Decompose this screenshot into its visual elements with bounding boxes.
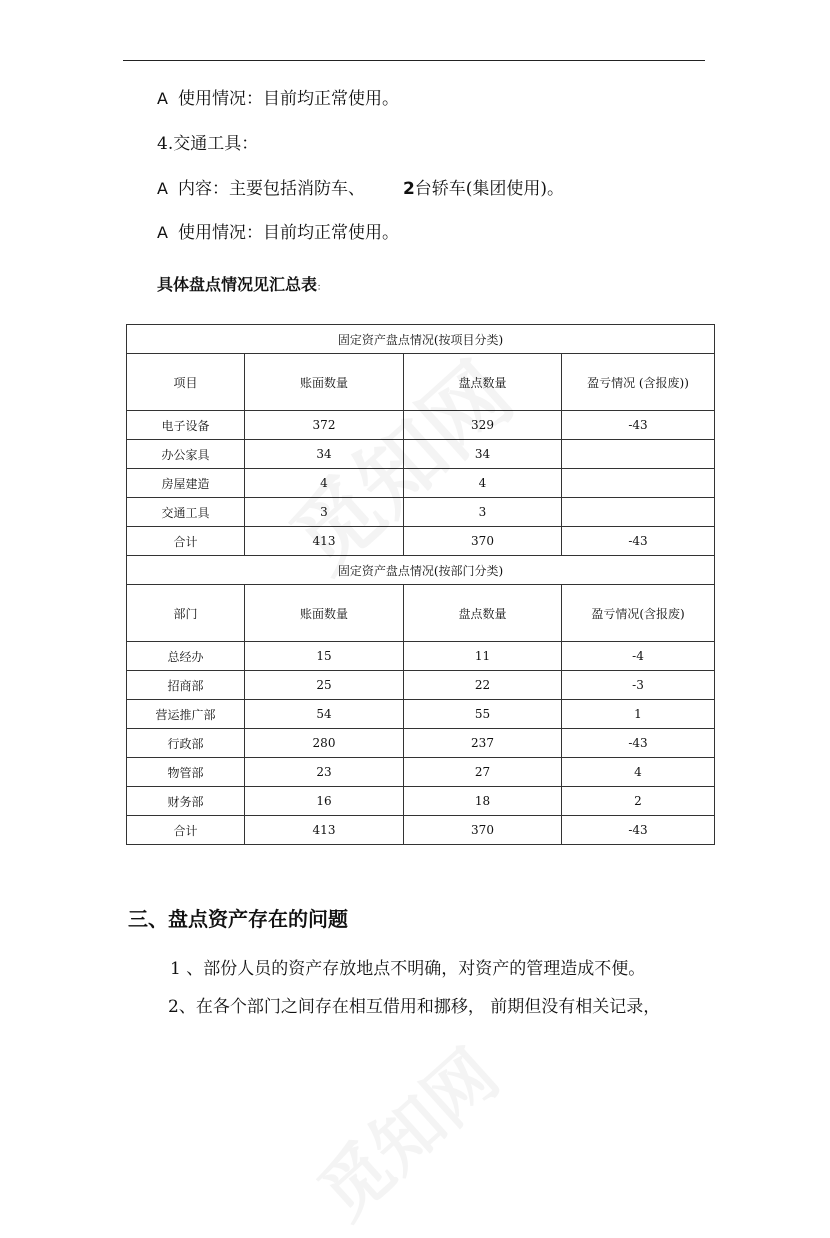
row-label: 总经办 <box>127 642 245 671</box>
bullet-icon: A <box>157 223 168 242</box>
by-dept-title-row <box>127 556 715 585</box>
counted-quantity: 4 <box>404 469 562 498</box>
header-rule <box>123 60 705 61</box>
row-label: 营运推广部 <box>127 700 245 729</box>
total-row <box>127 527 715 556</box>
total-row <box>127 816 715 845</box>
total-label: 合计 <box>127 527 245 556</box>
bullet-icon: A <box>157 89 168 108</box>
table-row <box>127 700 715 729</box>
section-heading: 三、盘点资产存在的问题 <box>128 907 348 931</box>
content-number: 2 <box>402 179 415 199</box>
counted-quantity: 34 <box>404 440 562 469</box>
difference <box>562 440 715 469</box>
column-header: 盈亏情况 (含报废)) <box>562 354 715 411</box>
vehicles-heading: 4.交通工具： <box>157 134 259 154</box>
table-row <box>127 729 715 758</box>
book-quantity: 3 <box>245 498 404 527</box>
total-counted-quantity: 370 <box>404 527 562 556</box>
book-quantity: 15 <box>245 642 404 671</box>
difference: -4 <box>562 642 715 671</box>
counted-quantity: 237 <box>404 729 562 758</box>
row-label: 物管部 <box>127 758 245 787</box>
usage-text-2: 使用情况：目前均正常使用。 <box>177 223 399 243</box>
column-header: 盘点数量 <box>404 585 562 642</box>
table-row <box>127 411 715 440</box>
table-row <box>127 642 715 671</box>
difference: -43 <box>562 729 715 758</box>
content-text-c: 台轿车(集团使用)。 <box>414 179 565 199</box>
column-header: 账面数量 <box>245 354 404 411</box>
counted-quantity: 11 <box>404 642 562 671</box>
column-header: 盘点数量 <box>404 354 562 411</box>
by-item-header-row <box>127 354 715 411</box>
by-dept-title: 固定资产盘点情况(按部门分类) <box>127 556 715 585</box>
counted-quantity: 22 <box>404 671 562 700</box>
usage-line-2 <box>157 222 399 244</box>
by-dept-header-row <box>127 585 715 642</box>
row-label: 行政部 <box>127 729 245 758</box>
summary-colon: ： <box>317 283 327 293</box>
difference <box>562 469 715 498</box>
column-header: 项目 <box>127 354 245 411</box>
paragraph-1: 1 、部份人员的资产存放地点不明确，对资产的管理造成不便。 <box>170 959 646 979</box>
table-row <box>127 498 715 527</box>
counted-quantity: 27 <box>404 758 562 787</box>
counted-quantity: 18 <box>404 787 562 816</box>
row-label: 交通工具 <box>127 498 245 527</box>
table-row <box>127 758 715 787</box>
book-quantity: 54 <box>245 700 404 729</box>
column-header: 盈亏情况(含报废) <box>562 585 715 642</box>
row-label: 招商部 <box>127 671 245 700</box>
vehicles-content-line <box>157 178 564 200</box>
row-label: 办公家具 <box>127 440 245 469</box>
content-text-a: 内容：主要包括消防车、 <box>177 179 365 199</box>
usage-text-1: 使用情况：目前均正常使用。 <box>177 89 399 109</box>
row-label: 房屋建造 <box>127 469 245 498</box>
watermark <box>293 1023 517 1238</box>
asset-inventory-table <box>126 324 715 845</box>
book-quantity: 34 <box>245 440 404 469</box>
table-row <box>127 469 715 498</box>
summary-title <box>157 272 326 295</box>
difference: -3 <box>562 671 715 700</box>
difference: 4 <box>562 758 715 787</box>
table-row <box>127 787 715 816</box>
book-quantity: 4 <box>245 469 404 498</box>
summary-title-text: 具体盘点情况见汇总表 <box>157 275 318 294</box>
total-difference: -43 <box>562 527 715 556</box>
counted-quantity: 329 <box>404 411 562 440</box>
difference <box>562 498 715 527</box>
counted-quantity: 55 <box>404 700 562 729</box>
bullet-icon: A <box>157 179 168 198</box>
difference: 2 <box>562 787 715 816</box>
book-quantity: 280 <box>245 729 404 758</box>
paragraph-2: 2、在各个部门之间存在相互借用和挪移， 前期但没有相关记录， <box>168 997 661 1017</box>
total-book-quantity: 413 <box>245 527 404 556</box>
column-header: 账面数量 <box>245 585 404 642</box>
by-item-title: 固定资产盘点情况(按项目分类) <box>127 325 715 354</box>
total-label: 合计 <box>127 816 245 845</box>
counted-quantity: 3 <box>404 498 562 527</box>
table-row <box>127 671 715 700</box>
row-label: 财务部 <box>127 787 245 816</box>
book-quantity: 25 <box>245 671 404 700</box>
difference: -43 <box>562 411 715 440</box>
difference: 1 <box>562 700 715 729</box>
book-quantity: 23 <box>245 758 404 787</box>
total-counted-quantity: 370 <box>404 816 562 845</box>
usage-line-1 <box>157 88 399 110</box>
book-quantity: 16 <box>245 787 404 816</box>
column-header: 部门 <box>127 585 245 642</box>
row-label: 电子设备 <box>127 411 245 440</box>
book-quantity: 372 <box>245 411 404 440</box>
total-difference: -43 <box>562 816 715 845</box>
total-book-quantity: 413 <box>245 816 404 845</box>
by-item-title-row <box>127 325 715 354</box>
table-row <box>127 440 715 469</box>
